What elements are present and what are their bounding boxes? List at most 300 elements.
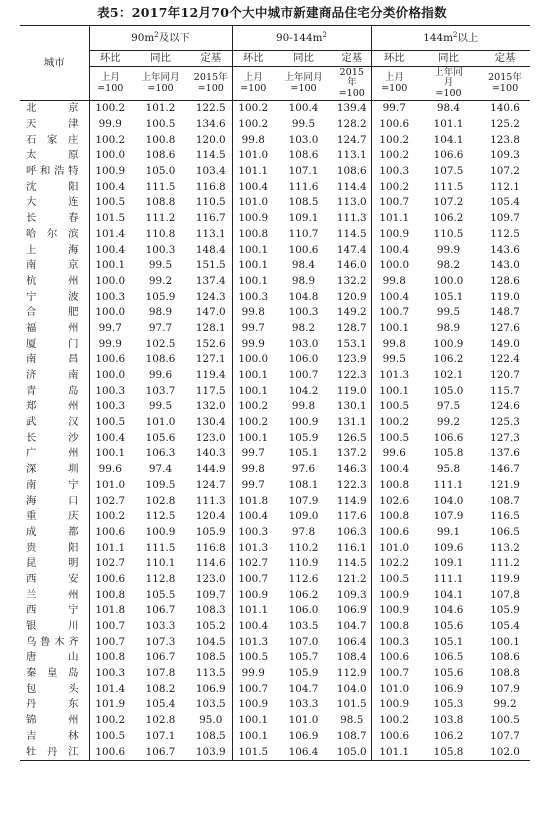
index-value: 124.7 [333, 132, 371, 148]
table-row [20, 101, 530, 117]
index-value: 111.6 [288, 180, 319, 193]
index-value: 111.3 [190, 493, 232, 509]
table-row [20, 258, 530, 274]
index-value: 100.1 [379, 321, 410, 334]
index-value: 99.5 [148, 259, 173, 272]
index-value: 122.3 [333, 368, 371, 384]
table-row [20, 603, 530, 619]
index-value: 100.2 [238, 400, 269, 413]
index-value: 104.7 [333, 619, 371, 635]
index-value: 108.8 [490, 667, 520, 680]
index-value: 106.9 [433, 682, 464, 695]
city-name: 丹 东 [20, 697, 89, 713]
table-row [20, 713, 530, 729]
index-value: 99.8 [241, 133, 265, 146]
index-value: 100.7 [288, 369, 319, 382]
index-value: 110.1 [145, 557, 176, 570]
index-value: 119.0 [333, 383, 371, 399]
index-value: 99.1 [436, 525, 461, 538]
index-value: 100.6 [379, 118, 410, 131]
index-value: 117.6 [333, 509, 371, 525]
city-name: 兰 州 [20, 587, 89, 603]
index-value: 126.5 [333, 430, 371, 446]
index-value: 104.8 [288, 290, 319, 303]
index-value: 111.3 [333, 211, 371, 227]
index-value: 107.9 [490, 682, 520, 695]
index-value: 137.4 [190, 274, 232, 290]
index-value: 100.5 [490, 714, 520, 727]
index-value: 101.1 [95, 541, 126, 554]
index-value: 140.3 [190, 446, 232, 462]
index-value: 113.0 [333, 195, 371, 211]
city-name: 牡丹江 [20, 744, 89, 760]
index-value: 100.1 [238, 384, 269, 397]
index-value: 100.1 [490, 635, 520, 648]
city-column-header: 城市 [20, 26, 89, 101]
index-value: 100.5 [379, 400, 410, 413]
index-value: 101.4 [95, 682, 126, 695]
index-value: 119.9 [490, 572, 520, 585]
index-value: 99.9 [241, 667, 265, 680]
index-value: 104.0 [333, 681, 371, 697]
index-value: 128.6 [490, 274, 520, 287]
table-row [20, 321, 530, 337]
index-value: 100.4 [238, 620, 269, 633]
index-value: 108.6 [288, 149, 319, 162]
index-value: 100.1 [238, 243, 269, 256]
table-row [20, 729, 530, 745]
index-value: 102.8 [145, 714, 176, 727]
index-value: 110.5 [190, 195, 232, 211]
index-value: 108.6 [145, 149, 176, 162]
index-value: 127.6 [490, 321, 520, 334]
index-value: 108.5 [288, 196, 319, 209]
base-header: 2015年 =100 [480, 67, 530, 101]
index-value: 100.2 [379, 149, 410, 162]
index-value: 100.3 [95, 384, 126, 397]
index-value: 100.5 [379, 431, 410, 444]
index-value: 109.3 [333, 587, 371, 603]
index-value: 99.8 [291, 400, 316, 413]
index-value: 147.4 [333, 242, 371, 258]
index-value: 112.1 [490, 180, 520, 193]
table-title: 表5：2017年12月70个大中城市新建商品住宅分类价格指数 [97, 5, 447, 20]
city-name: 乌鲁木齐 [20, 634, 89, 650]
table-row [20, 195, 530, 211]
index-value: 104.5 [190, 634, 232, 650]
index-value: 100.2 [379, 180, 410, 193]
index-value: 100.4 [379, 243, 410, 256]
index-value: 101.1 [238, 604, 269, 617]
index-value: 112.5 [145, 510, 176, 523]
index-value: 105.8 [433, 447, 464, 460]
index-value: 109.7 [190, 587, 232, 603]
index-value: 100.5 [238, 651, 269, 664]
index-value: 98.9 [291, 274, 316, 287]
index-value: 101.3 [238, 635, 269, 648]
index-value: 101.2 [145, 102, 176, 115]
index-value: 116.8 [190, 179, 232, 195]
index-value: 104.6 [433, 604, 464, 617]
index-value: 99.7 [98, 321, 122, 334]
city-name: 西 安 [20, 572, 89, 588]
index-value: 139.4 [333, 101, 371, 117]
index-value: 114.9 [333, 493, 371, 509]
city-name: 太 原 [20, 148, 89, 164]
table-row [20, 289, 530, 305]
index-value: 106.7 [145, 651, 176, 664]
index-value: 114.6 [190, 556, 232, 572]
index-value: 100.9 [95, 165, 126, 178]
index-value: 107.1 [145, 729, 176, 742]
table-row [20, 556, 530, 572]
index-value: 100.1 [238, 431, 269, 444]
city-name: 天 津 [20, 117, 89, 133]
base-header: 上年同 月 =100 [417, 67, 480, 101]
index-value: 112.5 [490, 227, 520, 240]
index-value: 110.5 [433, 227, 464, 240]
index-value: 121.2 [333, 572, 371, 588]
index-value: 105.6 [145, 431, 176, 444]
index-value: 98.4 [436, 102, 461, 115]
index-value: 100.1 [238, 714, 269, 727]
index-value: 100.1 [95, 259, 126, 272]
index-value: 103.4 [190, 164, 232, 180]
city-name: 南 京 [20, 258, 89, 274]
table-row [20, 211, 530, 227]
index-value: 127.3 [490, 431, 520, 444]
index-value: 105.8 [417, 744, 480, 760]
table-row [20, 132, 530, 148]
index-value: 107.2 [433, 196, 464, 209]
index-value: 100.2 [238, 118, 269, 131]
index-value: 105.4 [490, 196, 520, 209]
index-value: 114.5 [333, 227, 371, 243]
index-value: 99.9 [98, 118, 122, 131]
city-name: 沈 阳 [20, 179, 89, 195]
index-value: 99.7 [241, 447, 265, 460]
index-value: 128.1 [190, 321, 232, 337]
index-value: 99.9 [436, 243, 461, 256]
index-value: 99.6 [148, 369, 173, 382]
index-value: 107.8 [145, 667, 176, 680]
index-value: 108.1 [288, 478, 319, 491]
index-value: 100.7 [238, 682, 269, 695]
city-name: 海 口 [20, 493, 89, 509]
city-name: 杭 州 [20, 274, 89, 290]
index-value: 106.9 [288, 729, 319, 742]
index-value: 108.7 [490, 494, 520, 507]
index-value: 105.4 [145, 698, 176, 711]
city-name: 成 都 [20, 525, 89, 541]
table-row [20, 430, 530, 446]
index-value: 110.7 [288, 227, 319, 240]
table-row [20, 368, 530, 384]
index-value: 117.5 [190, 383, 232, 399]
index-value: 100.6 [379, 525, 410, 538]
index-value: 100.4 [238, 180, 269, 193]
index-value: 115.7 [490, 384, 520, 397]
index-value: 100.2 [379, 133, 410, 146]
index-value: 98.2 [436, 259, 461, 272]
city-name: 锦 州 [20, 713, 89, 729]
table-row [20, 697, 530, 713]
index-value: 100.7 [95, 620, 126, 633]
table-row [20, 179, 530, 195]
table-row [20, 117, 530, 133]
table-row [20, 744, 530, 760]
index-value: 105.2 [190, 619, 232, 635]
index-value: 100.6 [89, 744, 131, 760]
city-name: 武 汉 [20, 415, 89, 431]
index-value: 116.8 [190, 540, 232, 556]
index-value: 107.5 [433, 165, 464, 178]
index-value: 101.0 [379, 682, 410, 695]
index-value: 105.9 [288, 431, 319, 444]
index-value: 100.8 [379, 478, 410, 491]
index-value: 99.5 [291, 118, 316, 131]
city-name: 宁 波 [20, 289, 89, 305]
index-value: 123.0 [190, 572, 232, 588]
index-value: 146.7 [490, 463, 520, 476]
base-header: 2015年 =100 [190, 67, 232, 101]
index-value: 113.2 [490, 541, 520, 554]
index-value: 102.5 [145, 337, 176, 350]
index-value: 100.3 [238, 525, 269, 538]
index-value: 99.6 [98, 463, 122, 476]
index-value: 101.0 [288, 714, 319, 727]
index-value: 97.4 [148, 463, 173, 476]
index-value: 105.9 [190, 525, 232, 541]
index-value: 100.3 [95, 400, 126, 413]
index-value: 107.7 [490, 729, 520, 742]
index-value: 101.0 [95, 478, 126, 491]
table-row [20, 305, 530, 321]
index-value: 120.9 [333, 289, 371, 305]
table-row [20, 525, 530, 541]
index-value: 100.3 [95, 667, 126, 680]
sub-header-mom: 环比 [371, 51, 417, 67]
index-value: 143.6 [490, 243, 520, 256]
sub-header-fixed: 定基 [333, 51, 371, 67]
index-value: 111.1 [433, 572, 464, 585]
index-value: 99.7 [241, 321, 265, 334]
sub-header-fixed: 定基 [480, 51, 530, 67]
table-row [20, 164, 530, 180]
index-value: 111.5 [145, 541, 176, 554]
index-value: 100.9 [288, 416, 319, 429]
table-row [20, 681, 530, 697]
index-value: 99.5 [436, 306, 461, 319]
index-value: 101.5 [333, 697, 371, 713]
index-value: 100.6 [379, 651, 410, 664]
index-value: 101.8 [238, 494, 269, 507]
table-row [20, 478, 530, 494]
index-value: 128.2 [333, 117, 371, 133]
index-value: 113.1 [190, 227, 232, 243]
index-value: 103.8 [433, 714, 464, 727]
index-value: 106.3 [145, 447, 176, 460]
city-name: 长 沙 [20, 430, 89, 446]
index-value: 100.1 [238, 274, 269, 287]
index-value: 146.0 [333, 258, 371, 274]
index-value: 100.6 [95, 353, 126, 366]
index-value: 98.5 [333, 713, 371, 729]
index-value: 104.2 [288, 384, 319, 397]
index-value: 106.6 [433, 431, 464, 444]
table-row [20, 415, 530, 431]
index-value: 100.1 [95, 447, 126, 460]
index-value: 152.6 [190, 336, 232, 352]
index-value: 130.4 [190, 415, 232, 431]
index-value: 99.8 [241, 463, 265, 476]
city-name: 郑 州 [20, 399, 89, 415]
index-value: 100.4 [288, 102, 319, 115]
index-value: 119.4 [190, 368, 232, 384]
index-value: 102.0 [480, 744, 530, 760]
index-value: 103.3 [145, 620, 176, 633]
index-value: 132.2 [333, 274, 371, 290]
base-header: 上年同月 =100 [131, 67, 190, 101]
index-value: 131.1 [333, 415, 371, 431]
index-value: 104.1 [433, 133, 464, 146]
index-value: 106.5 [490, 525, 520, 538]
index-value: 101.5 [232, 744, 274, 760]
index-value: 100.9 [238, 588, 269, 601]
index-value: 109.1 [288, 212, 319, 225]
index-value: 123.0 [190, 430, 232, 446]
index-value: 137.6 [490, 447, 520, 460]
index-value: 107.2 [490, 165, 520, 178]
index-value: 109.6 [433, 541, 464, 554]
index-value: 100.7 [95, 635, 126, 648]
index-value: 100.2 [238, 416, 269, 429]
city-name: 包 头 [20, 681, 89, 697]
table-row [20, 462, 530, 478]
index-value: 101.3 [379, 369, 410, 382]
index-value: 107.3 [145, 635, 176, 648]
index-value: 105.7 [288, 651, 319, 664]
city-name: 青 岛 [20, 383, 89, 399]
index-value: 100.9 [238, 698, 269, 711]
index-value: 95.0 [190, 713, 232, 729]
index-value: 100.2 [379, 714, 410, 727]
base-header: 2015 年 =100 [333, 67, 371, 101]
table-row [20, 242, 530, 258]
base-header: 上年同月 =100 [274, 67, 333, 101]
index-value: 100.1 [379, 384, 410, 397]
index-value: 101.0 [238, 149, 269, 162]
index-value: 149.2 [333, 305, 371, 321]
index-value: 105.9 [490, 604, 520, 617]
index-value: 99.8 [241, 306, 265, 319]
index-value: 100.1 [238, 369, 269, 382]
index-value: 109.5 [145, 478, 176, 491]
index-value: 103.3 [288, 698, 319, 711]
index-value: 100.9 [145, 525, 176, 538]
city-name: 吉 林 [20, 729, 89, 745]
index-value: 102.7 [238, 557, 269, 570]
index-value: 147.0 [190, 305, 232, 321]
index-value: 148.7 [490, 306, 520, 319]
table-row [20, 650, 530, 666]
table-row [20, 148, 530, 164]
index-value: 100.1 [238, 729, 269, 742]
index-value: 106.4 [274, 744, 333, 760]
index-value: 100.6 [288, 243, 319, 256]
index-value: 100.7 [379, 306, 410, 319]
index-value: 112.9 [333, 666, 371, 682]
index-value: 105.4 [490, 620, 520, 633]
city-name: 深 圳 [20, 462, 89, 478]
index-value: 112.6 [288, 572, 319, 585]
index-value: 102.8 [145, 494, 176, 507]
index-value: 100.9 [379, 588, 410, 601]
index-value: 111.5 [145, 180, 176, 193]
sub-header-fixed: 定基 [190, 51, 232, 67]
index-value: 100.7 [238, 572, 269, 585]
index-value: 101.0 [145, 416, 176, 429]
index-value: 106.2 [288, 588, 319, 601]
index-value: 108.8 [145, 196, 176, 209]
index-value: 100.4 [379, 290, 410, 303]
index-value: 111.2 [145, 212, 176, 225]
index-value: 99.5 [148, 400, 173, 413]
index-value: 100.6 [95, 572, 126, 585]
index-value: 132.0 [190, 399, 232, 415]
index-value: 99.8 [382, 274, 406, 287]
index-value: 124.6 [490, 400, 520, 413]
index-value: 101.8 [95, 604, 126, 617]
index-value: 100.5 [95, 729, 126, 742]
city-name: 重 庆 [20, 509, 89, 525]
index-value: 106.5 [433, 651, 464, 664]
index-value: 100.8 [238, 227, 269, 240]
index-value: 114.4 [333, 179, 371, 195]
index-value: 106.3 [333, 525, 371, 541]
city-name: 上 海 [20, 242, 89, 258]
sub-header-mom: 环比 [89, 51, 131, 67]
index-value: 106.2 [433, 353, 464, 366]
index-value: 119.0 [490, 290, 520, 303]
group-header-large: $144m^2$以上 [371, 26, 530, 51]
index-value: 114.5 [190, 148, 232, 164]
table-row [20, 509, 530, 525]
table-row [20, 446, 530, 462]
index-value: 108.6 [145, 353, 176, 366]
index-value: 120.0 [190, 132, 232, 148]
index-value: 102.7 [95, 494, 126, 507]
index-value: 100.8 [95, 588, 126, 601]
index-value: 108.4 [333, 650, 371, 666]
city-name: 银 川 [20, 619, 89, 635]
index-value: 97.8 [291, 525, 316, 538]
index-value: 100.9 [379, 227, 410, 240]
index-value: 106.2 [433, 212, 464, 225]
city-name: 唐 山 [20, 650, 89, 666]
index-value: 109.1 [433, 557, 464, 570]
city-name: 贵 阳 [20, 540, 89, 556]
index-value: 108.2 [145, 682, 176, 695]
index-value: 100.4 [238, 510, 269, 523]
index-value: 104.0 [433, 494, 464, 507]
index-value: 101.0 [379, 541, 410, 554]
table-row [20, 227, 530, 243]
index-value: 100.5 [95, 196, 126, 209]
index-value: 103.7 [145, 384, 176, 397]
index-value: 123.9 [333, 352, 371, 368]
base-header: 上月 =100 [89, 67, 131, 101]
